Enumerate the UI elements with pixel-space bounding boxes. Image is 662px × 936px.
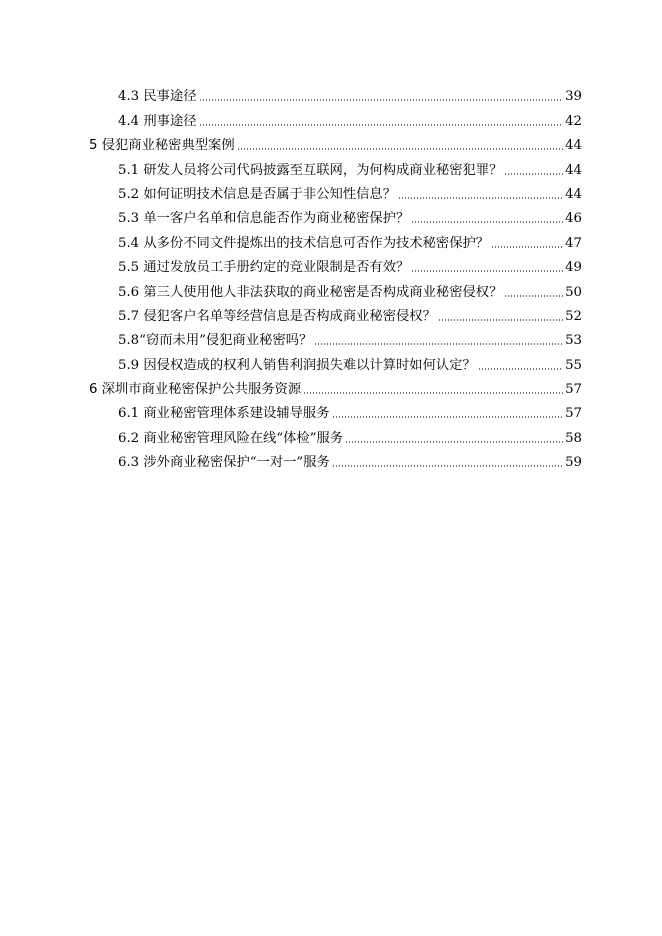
toc-entry-title: 5.8“窃而未用”侵犯商业秘密吗？: [118, 333, 313, 349]
toc-dot-leader: [314, 343, 563, 345]
toc-dot-leader: [478, 368, 563, 370]
toc-entry-title: 5.2 如何证明技术信息是否属于非公知性信息？: [118, 186, 397, 202]
toc-entry-title: 5 侵犯商业秘密典型案例: [89, 138, 235, 154]
toc-dot-leader: [411, 270, 563, 272]
toc-page-number: 57: [565, 382, 582, 398]
toc-section-entry[interactable]: [0, 155, 662, 179]
toc-dot-leader: [199, 99, 564, 101]
toc-section-entry[interactable]: [0, 204, 662, 228]
toc-entry-title: 5.6 第三人使用他人非法获取的商业秘密是否构成商业秘密侵权？: [118, 284, 503, 300]
toc-dot-leader: [438, 319, 563, 321]
toc-dot-leader: [491, 246, 563, 248]
toc-chapter-entry[interactable]: [0, 131, 662, 155]
toc-dot-leader: [332, 416, 564, 418]
toc-page-number: 44: [565, 186, 582, 202]
toc-section-entry[interactable]: [0, 277, 662, 301]
toc-page-number: 57: [565, 406, 582, 422]
toc-section-entry[interactable]: [0, 350, 662, 374]
toc-page-number: 44: [565, 138, 582, 154]
toc-entry-title: 5.9 因侵权造成的权利人销售利润损失难以计算时如何认定？: [118, 357, 476, 373]
toc-dot-leader: [332, 465, 563, 467]
toc-section-entry[interactable]: [0, 326, 662, 350]
toc-page-number: 53: [565, 333, 582, 349]
toc-page-number: 59: [565, 455, 582, 471]
toc-section-entry[interactable]: [0, 82, 662, 106]
toc-dot-leader: [411, 221, 563, 223]
toc-entry-title: 4.4 刑事途径: [118, 113, 197, 129]
toc-dot-leader: [398, 197, 563, 199]
toc-entry-title: 6.2 商业秘密管理风险在线“体检”服务: [118, 430, 344, 446]
toc-entry-title: 6.1 商业秘密管理体系建设辅导服务: [118, 406, 330, 422]
toc-dot-leader: [345, 441, 563, 443]
toc-entry-title: 6 深圳市商业秘密保护公共服务资源: [89, 382, 302, 398]
toc-entry-title: 5.5 通过发放员工手册约定的竞业限制是否有效？: [118, 260, 410, 276]
toc-entry-title: 5.4 从多份不同文件提炼出的技术信息可否作为技术秘密保护？: [118, 235, 490, 251]
toc-section-entry[interactable]: [0, 448, 662, 472]
toc-section-entry[interactable]: [0, 106, 662, 130]
toc-page-number: 55: [565, 357, 582, 373]
toc-dot-leader: [504, 295, 563, 297]
toc-chapter-entry[interactable]: [0, 375, 662, 399]
toc-page-number: 39: [565, 89, 582, 105]
toc-page-number: 52: [565, 308, 582, 324]
toc-section-entry[interactable]: [0, 302, 662, 326]
toc-page-number: 50: [565, 284, 582, 300]
toc-page-number: 42: [565, 113, 582, 129]
toc-section-entry[interactable]: [0, 253, 662, 277]
toc-entry-title: 5.1 研发人员将公司代码披露至互联网，为何构成商业秘密犯罪？: [118, 162, 503, 178]
toc-entry-title: 5.7 侵犯客户名单等经营信息是否构成商业秘密侵权？: [118, 308, 436, 324]
toc-dot-leader: [504, 173, 563, 175]
table-of-contents: [0, 82, 662, 472]
toc-page-number: 47: [565, 235, 582, 251]
toc-page-number: 58: [565, 430, 582, 446]
toc-dot-leader: [199, 124, 564, 126]
toc-entry-title: 5.3 单一客户名单和信息能否作为商业秘密保护？: [118, 211, 410, 227]
toc-page-number: 44: [565, 162, 582, 178]
toc-section-entry[interactable]: [0, 180, 662, 204]
toc-dot-leader: [303, 392, 563, 394]
toc-page-number: 49: [565, 260, 582, 276]
toc-page-number: 46: [565, 211, 582, 227]
toc-entry-title: 6.3 涉外商业秘密保护“一对一”服务: [118, 455, 330, 471]
toc-dot-leader: [237, 148, 563, 150]
toc-section-entry[interactable]: [0, 423, 662, 447]
toc-section-entry[interactable]: [0, 228, 662, 252]
toc-section-entry[interactable]: [0, 399, 662, 423]
toc-entry-title: 4.3 民事途径: [118, 89, 197, 105]
